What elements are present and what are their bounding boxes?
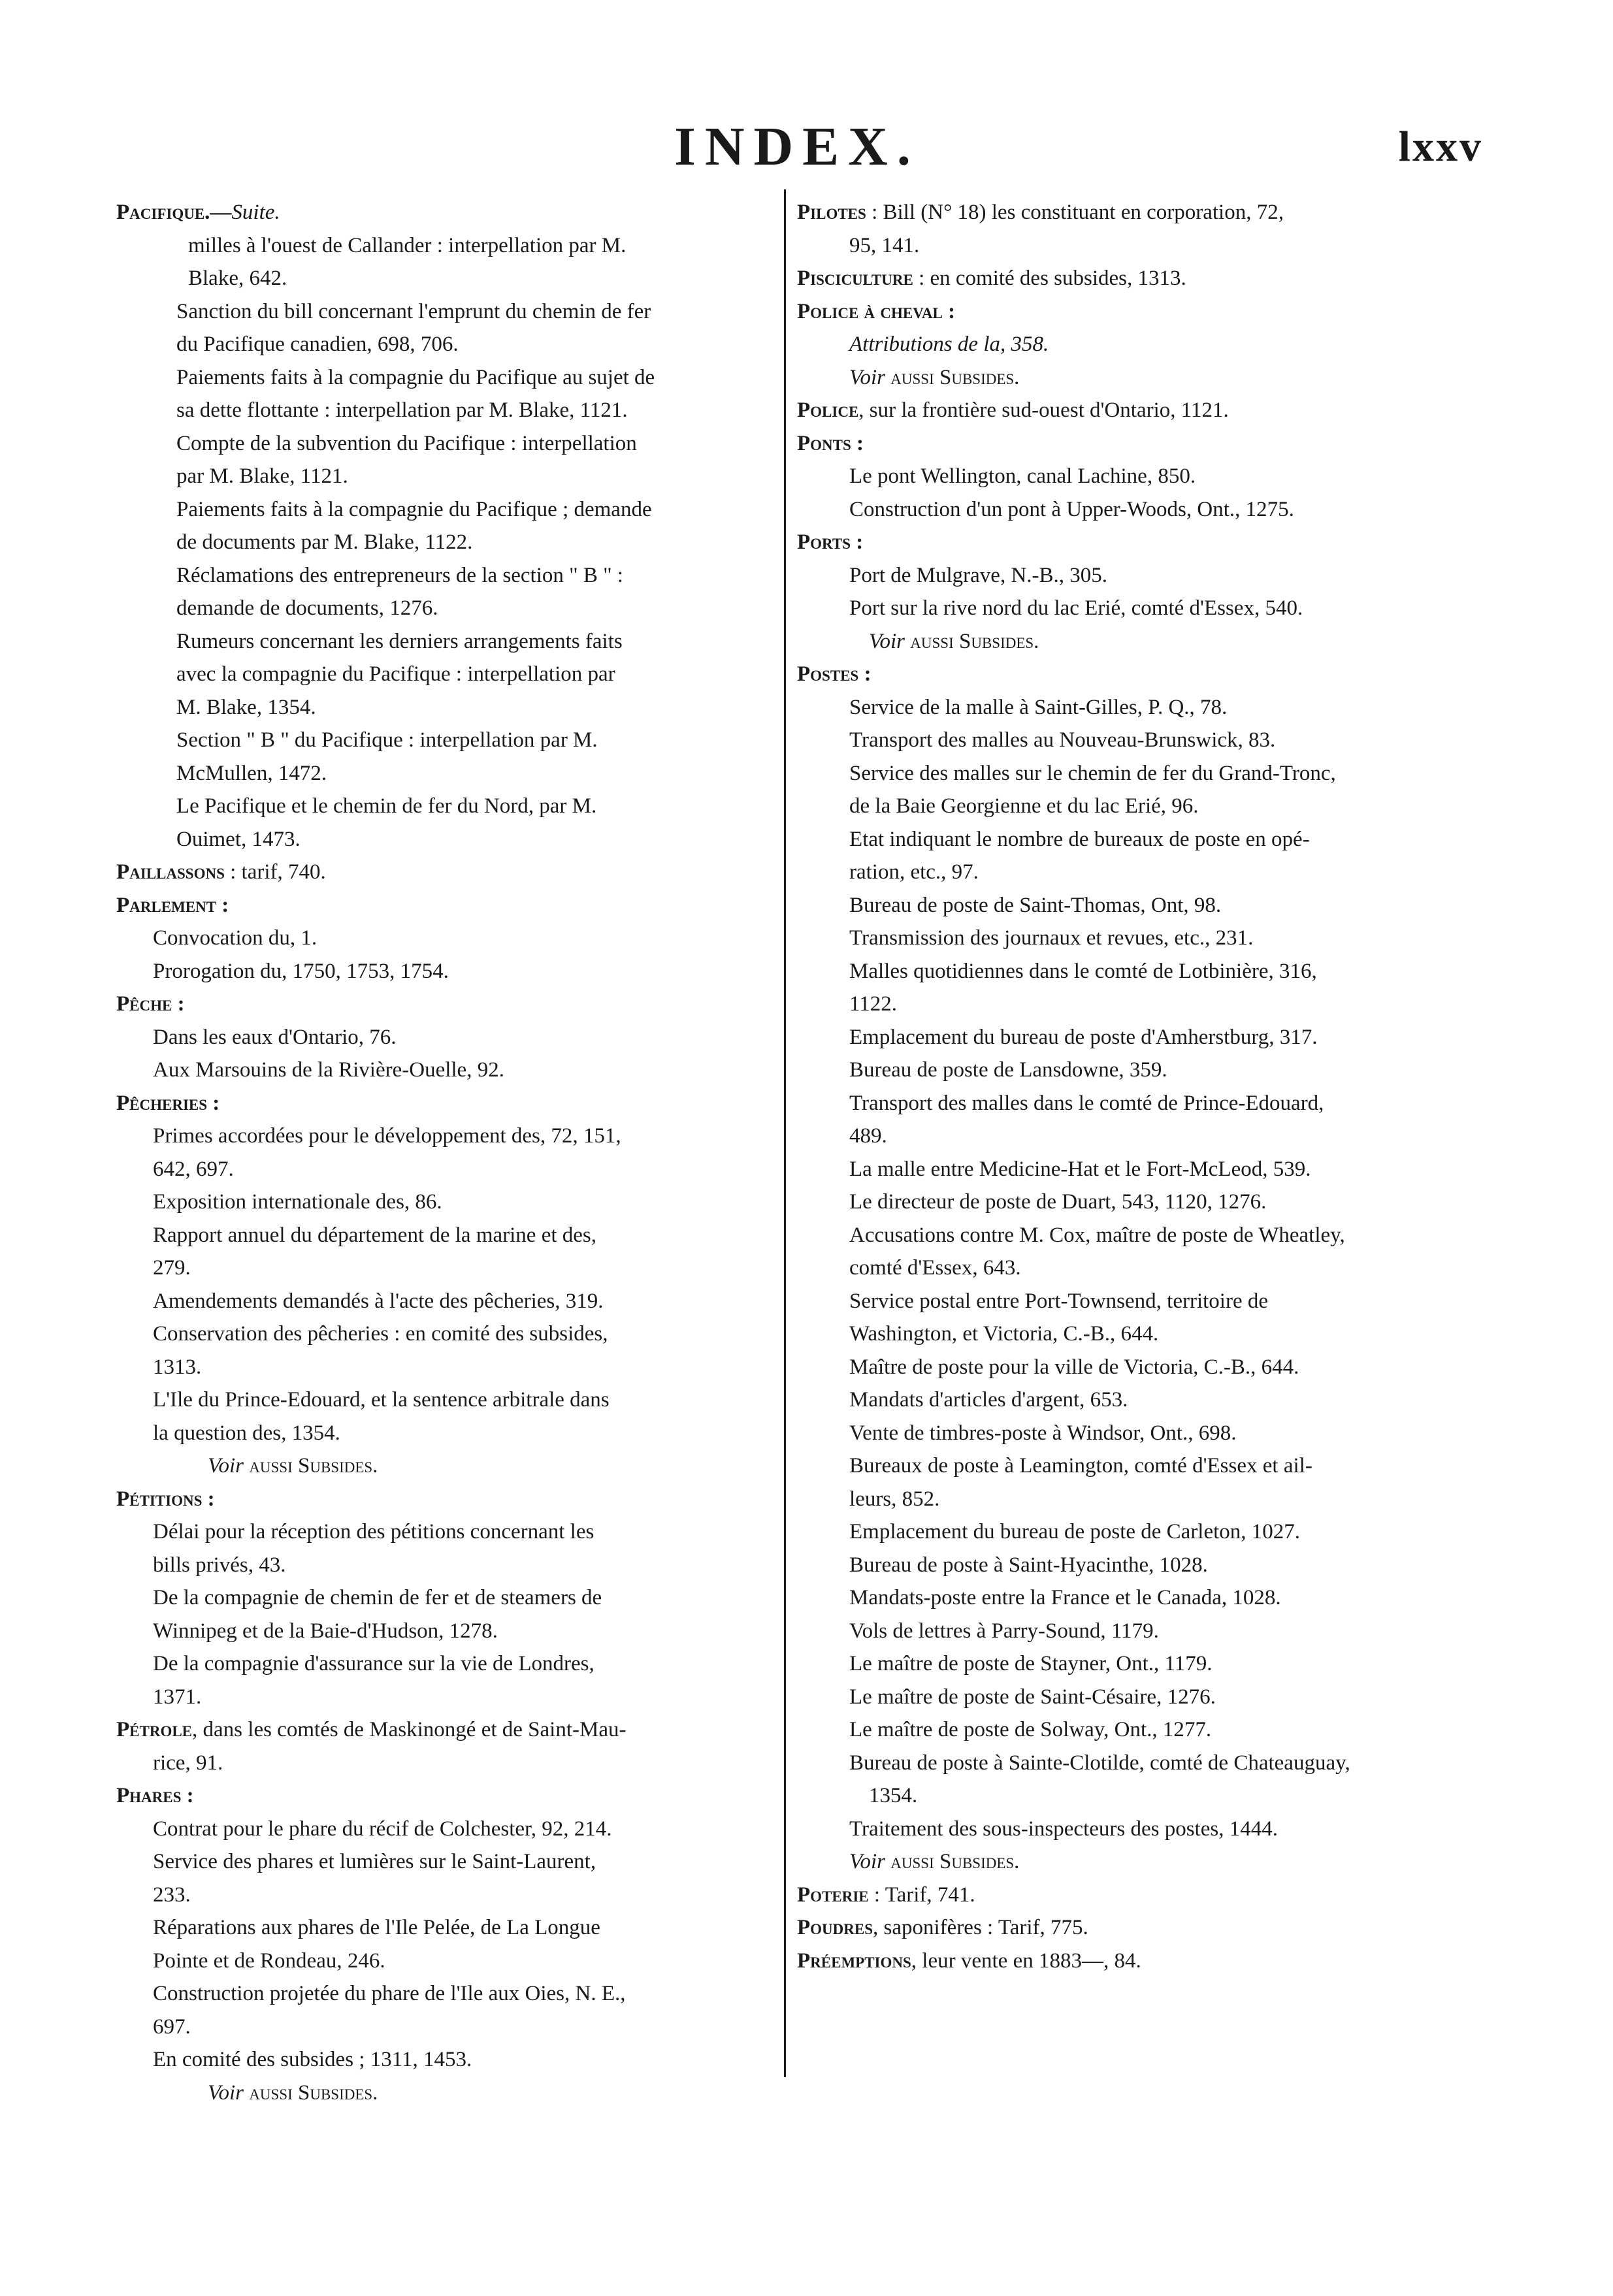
index-subentry: M. Blake, 1354. [176, 695, 316, 719]
see-also-target: aussi Subsides. [885, 1850, 1020, 1873]
index-subentry: avec la compagnie du Pacifique : interpellation par [176, 662, 615, 686]
index-subentry: milles à l'ouest de Callander : interpellation par M. [188, 233, 627, 257]
heading-text: Parlement : [116, 893, 229, 917]
continued-label: Suite. [231, 201, 280, 224]
heading-text: Pêche : [116, 992, 185, 1016]
index-subentry: Maître de poste pour la ville de Victoria, C.-B., 644. [849, 1355, 1299, 1379]
index-subentry: Bureau de poste à Saint-Hyacinthe, 1028. [849, 1553, 1208, 1577]
heading-text: Ports : [797, 530, 864, 554]
index-heading [797, 526, 1482, 559]
index-subentry: Port sur la rive nord du lac Erié, comté d'Essex, 540. [849, 596, 1303, 620]
heading-text: Postes : [797, 662, 872, 686]
index-subentry: 1354. [869, 1784, 918, 1807]
index-subentry: Aux Marsouins de la Rivière-Ouelle, 92. [153, 1058, 504, 1082]
index-heading [116, 889, 776, 922]
index-subentry: 95, 141. [849, 233, 920, 257]
index-heading [116, 1779, 776, 1813]
page-number: lxxv [1398, 123, 1483, 170]
index-heading [116, 196, 776, 229]
entry-text: , leur vente en 1883—, 84. [911, 1948, 1141, 1973]
index-subentry: Paiements faits à la compagnie du Pacifique au sujet de [176, 365, 655, 389]
index-subentry: De la compagnie de chemin de fer et de steamers de [153, 1586, 602, 1609]
index-subentry: Traitement des sous-inspecteurs des postes, 1444. [849, 1817, 1278, 1841]
heading-text: Poudres [797, 1916, 873, 1939]
index-subentry: Service des malles sur le chemin de fer du Grand-Tronc, [849, 761, 1336, 785]
index-subentry: 233. [153, 1883, 191, 1907]
entry-text: , dans les comtés de Maskinongé et de Saint-Mau- [192, 1718, 627, 1741]
index-subentry: Section " B " du Pacifique : interpellation par M. [176, 728, 598, 752]
heading-text: Phares : [116, 1784, 194, 1807]
voir-label: Voir [208, 2080, 244, 2105]
see-also-target: aussi Subsides. [885, 365, 1020, 389]
index-subentry: Dans les eaux d'Ontario, 76. [153, 1025, 397, 1049]
index-subentry: bills privés, 43. [153, 1553, 286, 1577]
index-subentry: 642, 697. [153, 1157, 234, 1181]
see-also-reference [116, 2077, 776, 2110]
page-header [111, 111, 1483, 183]
index-subentry: Vente de timbres-poste à Windsor, Ont., 698. [849, 1421, 1237, 1445]
index-subentry: Construction d'un pont à Upper-Woods, Ont., 1275. [849, 497, 1294, 521]
index-subentry: Transport des malles dans le comté de Prince-Edouard, [849, 1091, 1324, 1115]
index-subentry: Le Pacifique et le chemin de fer du Nord, par M. [176, 794, 597, 818]
index-subentry: Winnipeg et de la Baie-d'Hudson, 1278. [153, 1619, 498, 1643]
index-entry [797, 1911, 1482, 1945]
index-heading [797, 427, 1482, 461]
see-also-reference [797, 1845, 1482, 1879]
voir-label: Voir [849, 365, 886, 389]
column-divider [784, 189, 786, 2077]
index-subentry: Bureau de poste de Lansdowne, 359. [849, 1058, 1167, 1082]
entry-text: : en comité des subsides, 1313. [913, 267, 1186, 290]
heading-text: Pétitions : [116, 1487, 215, 1511]
index-entry [797, 196, 1482, 229]
heading-text: Pacifique.— [116, 201, 232, 224]
index-heading [116, 1483, 776, 1516]
index-subentry: la question des, 1354. [153, 1421, 340, 1445]
heading-text: Pilotes [797, 201, 866, 224]
entry-text: : Tarif, 741. [868, 1883, 975, 1907]
index-subentry: Réclamations des entrepreneurs de la section " B " : [176, 563, 623, 587]
entry-text: , sur la frontière sud-ouest d'Ontario, 1121. [858, 398, 1229, 422]
index-heading [797, 658, 1482, 691]
index-subentry: De la compagnie d'assurance sur la vie de Londres, [153, 1652, 595, 1675]
index-subentry: 1122. [849, 992, 898, 1016]
index-subentry: Vols de lettres à Parry-Sound, 1179. [849, 1619, 1159, 1643]
index-subentry: Délai pour la réception des pétitions concernant les [153, 1520, 595, 1544]
index-heading [797, 295, 1482, 329]
entry-text: , saponifères : Tarif, 775. [873, 1916, 1088, 1939]
index-subentry: Amendements demandés à l'acte des pêcheries, 319. [153, 1289, 604, 1313]
index-subentry: Blake, 642. [188, 267, 287, 290]
index-subentry: Emplacement du bureau de poste d'Amherstburg, 317. [849, 1025, 1318, 1049]
entry-text: : Bill (N° 18) les constituant en corporation, 72, [866, 201, 1284, 224]
index-subentry: Bureau de poste de Saint-Thomas, Ont, 98. [849, 893, 1222, 917]
index-entry [116, 856, 776, 889]
index-subentry: Le maître de poste de Saint-Césaire, 1276. [849, 1685, 1216, 1709]
index-subentry: leurs, 852. [849, 1487, 940, 1511]
index-subentry: Bureaux de poste à Leamington, comté d'Essex et ail- [849, 1454, 1312, 1478]
see-also-reference [797, 625, 1482, 658]
index-subentry: Malles quotidiennes dans le comté de Lotbinière, 316, [849, 959, 1317, 983]
index-heading [116, 988, 776, 1021]
voir-label: Voir [869, 629, 905, 653]
index-subentry: Etat indiquant le nombre de bureaux de poste en opé- [849, 827, 1310, 851]
index-subentry: Réparations aux phares de l'Ile Pelée, de La Longue [153, 1916, 600, 1939]
index-subentry: ration, etc., 97. [849, 860, 979, 884]
see-also-target: aussi Subsides. [244, 2080, 378, 2105]
index-subentry: 279. [153, 1256, 191, 1280]
see-also-target: aussi Subsides. [244, 1454, 378, 1478]
index-subentry: rice, 91. [153, 1751, 223, 1775]
index-subentry: Emplacement du bureau de poste de Carleton, 1027. [849, 1520, 1301, 1544]
index-subentry: En comité des subsides ; 1311, 1453. [153, 2048, 472, 2071]
index-subentry: Le pont Wellington, canal Lachine, 850. [849, 464, 1196, 488]
index-subentry: Washington, et Victoria, C.-B., 644. [849, 1322, 1159, 1346]
index-heading [116, 1087, 776, 1120]
index-subentry: sa dette flottante : interpellation par M. Blake, 1121. [176, 398, 628, 422]
index-entry [797, 394, 1482, 427]
index-subentry: Attributions de la, 358. [849, 332, 1049, 356]
index-subentry: Conservation des pêcheries : en comité des subsides, [153, 1322, 608, 1346]
index-subentry: Exposition internationale des, 86. [153, 1190, 442, 1214]
heading-text: Ponts : [797, 431, 864, 455]
index-subentry: Transmission des journaux et revues, etc., 231. [849, 926, 1254, 950]
index-subentry: 489. [849, 1124, 887, 1148]
index-subentry: Rapport annuel du département de la marine et des, [153, 1223, 596, 1247]
heading-text: Paillassons [116, 860, 225, 884]
heading-text: Police [797, 398, 859, 422]
index-subentry: Port de Mulgrave, N.-B., 305. [849, 563, 1108, 587]
index-subentry: L'Ile du Prince-Edouard, et la sentence arbitrale dans [153, 1388, 610, 1412]
index-subentry: McMullen, 1472. [176, 761, 327, 785]
heading-text: Police à cheval : [797, 299, 956, 323]
voir-label: Voir [208, 1454, 244, 1478]
index-subentry: Prorogation du, 1750, 1753, 1754. [153, 959, 449, 983]
heading-text: Pêcheries : [116, 1091, 220, 1115]
index-subentry: de documents par M. Blake, 1122. [176, 530, 473, 554]
index-entry [797, 1945, 1482, 1978]
index-subentry: Service des phares et lumières sur le Saint-Laurent, [153, 1850, 596, 1873]
index-subentry: Convocation du, 1. [153, 926, 318, 950]
index-subentry: Paiements faits à la compagnie du Pacifique ; demande [176, 497, 652, 521]
index-subentry: Service postal entre Port-Townsend, territoire de [849, 1289, 1268, 1313]
index-subentry: Transport des malles au Nouveau-Brunswick, 83. [849, 728, 1276, 752]
left-column [116, 196, 776, 2109]
heading-text: Pétrole [116, 1718, 193, 1741]
index-subentry: Bureau de poste à Sainte-Clotilde, comté de Chateauguay, [849, 1751, 1350, 1775]
index-subentry: du Pacifique canadien, 698, 706. [176, 332, 459, 356]
see-also-reference [116, 1449, 776, 1483]
index-subentry: comté d'Essex, 643. [849, 1256, 1021, 1280]
heading-text: Préemptions [797, 1948, 911, 1973]
see-also-target: aussi Subsides. [905, 629, 1039, 653]
index-subentry: Ouimet, 1473. [176, 827, 301, 851]
index-subentry: Mandats-poste entre la France et le Canada, 1028. [849, 1586, 1281, 1609]
index-subentry: Rumeurs concernant les derniers arrangements faits [176, 629, 623, 653]
index-subentry: Accusations contre M. Cox, maître de poste de Wheatley, [849, 1223, 1345, 1247]
index-subentry: Construction projetée du phare de l'Ile aux Oies, N. E., [153, 1982, 626, 2005]
index-subentry: 1371. [153, 1685, 202, 1709]
index-subentry: de la Baie Georgienne et du lac Erié, 96. [849, 794, 1199, 818]
index-subentry: par M. Blake, 1121. [176, 464, 348, 488]
index-subentry: La malle entre Medicine-Hat et le Fort-McLeod, 539. [849, 1157, 1311, 1181]
index-subentry: Le maître de poste de Solway, Ont., 1277. [849, 1718, 1212, 1741]
index-subentry: Sanction du bill concernant l'emprunt du chemin de fer [176, 299, 651, 323]
page-title: INDEX. [674, 116, 920, 177]
index-subentry: demande de documents, 1276. [176, 596, 438, 620]
index-subentry: 697. [153, 2014, 191, 2039]
index-entry [797, 262, 1482, 295]
index-subentry: Mandats d'articles d'argent, 653. [849, 1388, 1128, 1412]
index-subentry: Compte de la subvention du Pacifique : interpellation [176, 431, 637, 455]
index-entry [797, 1879, 1482, 1912]
heading-text: Poterie [797, 1883, 869, 1907]
index-entry [116, 1713, 776, 1747]
index-subentry: Le maître de poste de Stayner, Ont., 1179. [849, 1652, 1213, 1675]
index-subentry: Pointe et de Rondeau, 246. [153, 1948, 385, 1973]
see-also-reference [797, 361, 1482, 395]
heading-text: Pisciculture [797, 267, 913, 290]
right-column [797, 196, 1482, 1977]
entry-text: : tarif, 740. [224, 860, 326, 884]
index-subentry: Contrat pour le phare du récif de Colchester, 92, 214. [153, 1817, 612, 1841]
index-subentry: 1313. [153, 1355, 202, 1379]
index-subentry: Primes accordées pour le développement des, 72, 151, [153, 1124, 621, 1148]
index-subentry: Le directeur de poste de Duart, 543, 1120, 1276. [849, 1190, 1267, 1214]
voir-label: Voir [849, 1850, 886, 1873]
index-subentry: Service de la malle à Saint-Gilles, P. Q., 78. [849, 695, 1228, 719]
